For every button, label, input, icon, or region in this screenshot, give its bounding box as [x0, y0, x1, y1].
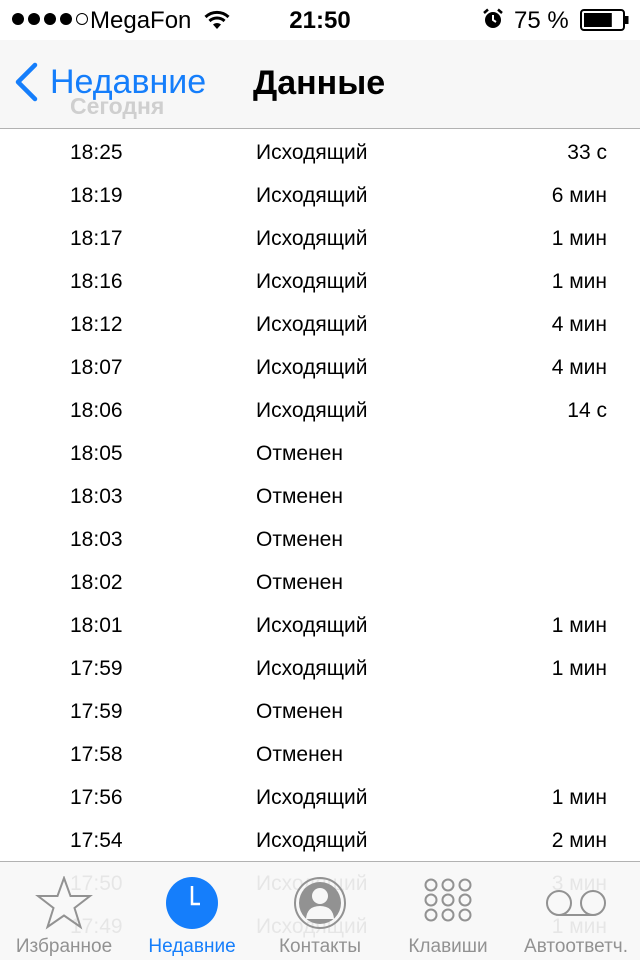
section-header-today: Сегодня: [70, 93, 165, 119]
call-duration: 14 с: [567, 399, 607, 422]
tab-contacts[interactable]: [256, 862, 384, 960]
call-time: 18:17: [70, 227, 123, 250]
voicemail-icon: [512, 874, 640, 932]
tab-label: Контакты: [278, 936, 362, 957]
call-row: [0, 690, 640, 733]
call-type: Исходящий: [256, 657, 368, 680]
call-time: 17:59: [70, 700, 123, 723]
tab-voicemail[interactable]: [512, 862, 640, 960]
call-duration: 4 мин: [551, 356, 607, 379]
status-bar: [0, 0, 640, 40]
call-duration: 1 мин: [551, 227, 607, 250]
call-time: 18:12: [70, 313, 123, 336]
status-time: 21:50: [289, 7, 351, 34]
call-row: [0, 819, 640, 862]
carrier-name: MegaFon: [90, 7, 192, 34]
page-title: Данные: [253, 64, 386, 102]
call-duration: 1 мин: [551, 270, 607, 293]
clock-icon: [128, 874, 256, 932]
call-type: Исходящий: [256, 313, 368, 336]
call-time: 18:03: [70, 528, 123, 551]
call-time: 18:25: [70, 141, 123, 164]
call-type: Отменен: [256, 485, 343, 508]
call-time: 18:19: [70, 184, 123, 207]
tab-bar: [0, 861, 640, 960]
call-time: 18:01: [70, 614, 123, 637]
call-row: [0, 389, 640, 432]
tab-label: Недавние: [148, 936, 236, 957]
call-type: Исходящий: [256, 399, 368, 422]
call-time: 18:02: [70, 571, 123, 594]
star-icon: [0, 874, 128, 932]
battery-icon: [580, 9, 630, 38]
call-time: 18:16: [70, 270, 123, 293]
call-row: [0, 303, 640, 346]
call-duration: 1 мин: [551, 614, 607, 637]
call-row: [0, 561, 640, 604]
tab-label: Избранное: [15, 936, 113, 957]
keypad-icon: [384, 874, 512, 932]
tab-favorites[interactable]: [0, 862, 128, 960]
call-type: Отменен: [256, 743, 343, 766]
call-time: 17:56: [70, 786, 123, 809]
call-row: [0, 733, 640, 776]
call-row: [0, 260, 640, 303]
chevron-left-icon: [14, 62, 38, 102]
call-type: Исходящий: [256, 270, 368, 293]
call-row: [0, 217, 640, 260]
call-row: [0, 174, 640, 217]
call-time: 17:59: [70, 657, 123, 680]
call-duration: 6 мин: [551, 184, 607, 207]
tab-label: Клавиши: [408, 936, 488, 957]
call-list: [0, 131, 640, 948]
call-type: Исходящий: [256, 227, 368, 250]
call-time: 18:07: [70, 356, 123, 379]
alarm-icon: [482, 8, 504, 37]
call-row: [0, 346, 640, 389]
navigation-bar: [0, 40, 640, 129]
call-row: [0, 647, 640, 690]
call-row: [0, 776, 640, 819]
battery-percentage: 75 %: [514, 7, 569, 34]
back-button[interactable]: [14, 62, 206, 102]
call-row: [0, 604, 640, 647]
call-time: 17:54: [70, 829, 123, 852]
call-row: [0, 475, 640, 518]
tab-keypad[interactable]: [384, 862, 512, 960]
call-row: [0, 518, 640, 561]
call-type: Исходящий: [256, 356, 368, 379]
call-duration: 33 с: [567, 141, 607, 164]
call-time: 18:06: [70, 399, 123, 422]
back-button-label: Недавние: [50, 62, 207, 101]
call-type: Исходящий: [256, 141, 368, 164]
call-duration: 1 мин: [551, 657, 607, 680]
tab-label: Автоответч.: [524, 936, 628, 957]
tab-recents[interactable]: [128, 862, 256, 960]
call-type: Отменен: [256, 571, 343, 594]
call-type: Отменен: [256, 442, 343, 465]
call-row: [0, 131, 640, 174]
call-duration: 4 мин: [551, 313, 607, 336]
call-type: Отменен: [256, 528, 343, 551]
call-type: Отменен: [256, 700, 343, 723]
call-duration: 1 мин: [551, 786, 607, 809]
call-type: Исходящий: [256, 829, 368, 852]
contact-icon: [256, 874, 384, 932]
call-duration: 2 мин: [551, 829, 607, 852]
call-time: 17:58: [70, 743, 123, 766]
call-type: Исходящий: [256, 614, 368, 637]
call-row: [0, 432, 640, 475]
call-type: Исходящий: [256, 184, 368, 207]
call-type: Исходящий: [256, 786, 368, 809]
call-time: 18:03: [70, 485, 123, 508]
call-time: 18:05: [70, 442, 123, 465]
